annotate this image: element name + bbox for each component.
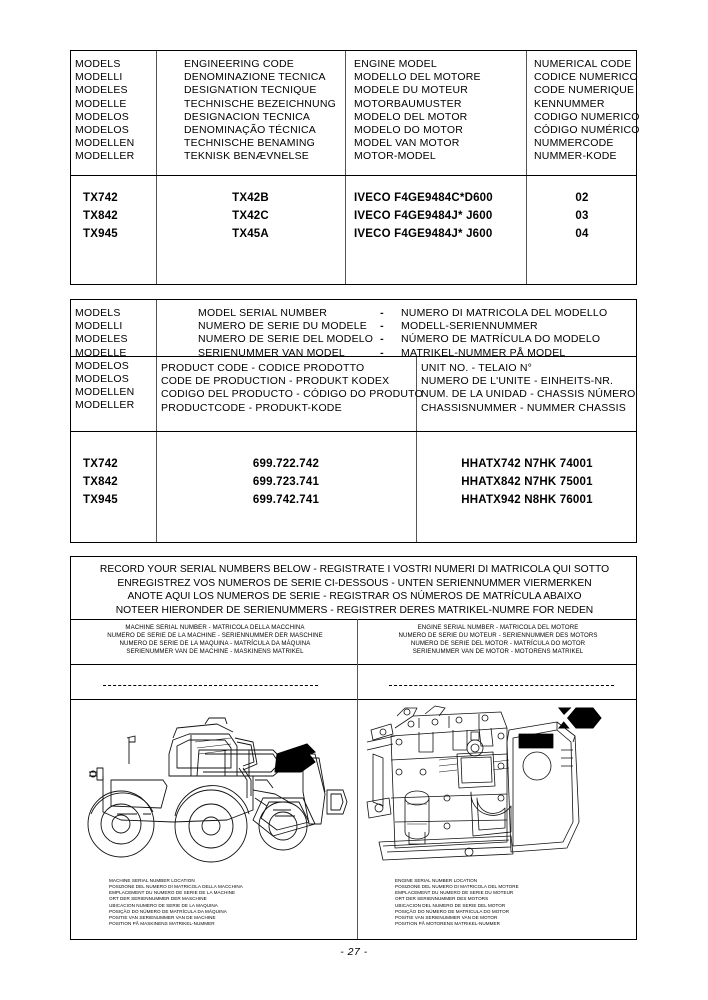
table2-header-dashes: - - - -	[380, 307, 384, 359]
table1-header-rule	[71, 175, 636, 176]
serial-number-table	[70, 299, 637, 543]
table2-data-product-code: 699.722.742 699.723.741 699.742.741	[252, 458, 320, 506]
engine-serial-location-caption: ENGINE SERIAL NUMBER LOCATION POSIZIONE DEL NUMERO DI MATRICOLA DEL MOTORE EMPLACEMENT DU NUMERO DE SERIE DU MOTEUR ORT DER SERIENNUMMER DES MOTORS UBICACION DEL NUMERO DE SERIE DEL MOTOR POSIÇÃO DO NÚMERO DE MATRICULA DO MOTOR POSITIE VAN SERIENUMMER VAN DE MOTOR POSITION PÅ MOTORENS MATRIKEL-NUMMER	[395, 878, 519, 927]
table1-divider-1	[156, 51, 157, 284]
table1-data-models: TX742 TX842 TX945	[83, 192, 118, 240]
serial-plate-arrow-marker	[559, 706, 601, 730]
page-number: - 27 -	[340, 946, 368, 958]
models-engine-table	[70, 50, 640, 285]
engine-illustration	[361, 702, 636, 874]
machine-serial-labels: MACHINE SERIAL NUMBER - MATRICOLA DELLA MACCHINA NUMERO DE SERIE DE LA MACHINE - SERIENNUMMER DER MASCHINE NUMERO DE SERIE DE LA MAQUINA - MATRÍCULA DA MÁQUINA SERIENUMMER VAN DE MACHINE - MASKINENS MATRIKEL	[107, 624, 323, 656]
record-rule-under-labels	[71, 664, 636, 665]
record-rule-above-figures	[71, 699, 636, 700]
engine-serial-labels: ENGINE SERIAL NUMBER - MATRICOLA DEL MOTORE NUMERO DE SERIE DU MOTEUR - SERIENNUMMER DES MOTORS NUMERO DE SERIE DEL MOTOR - MATRÍCULA DO MOTOR SERIENUMMER VAN DE MOTOR - MOTORENS MATRIKEL	[398, 624, 598, 656]
table1-data-numerical-code: 02 03 04	[575, 192, 589, 240]
table1-header-numerical-code: NUMERICAL CODE CODICE NUMERICO CODE NUMERIQUE KENNUMMER CODIGO NUMERICO CÓDIGO NUMÉRICO NUMMERCODE NUMMER-KODE	[534, 58, 640, 163]
table1-data-engineering-code: TX42B TX42C TX45A	[232, 192, 269, 240]
table1-divider-3	[526, 51, 527, 284]
table1-header-models: MODELS MODELLI MODELES MODELLE MODELOS MODELOS MODELLEN MODELLER	[75, 58, 135, 163]
table2-data-unit-no: HHATX742 N7HK 74001 HHATX842 N7HK 75001 HHATX942 N8HK 76001	[461, 458, 593, 506]
record-center-divider	[357, 619, 358, 939]
table2-data-models: TX742 TX842 TX945	[83, 458, 118, 506]
record-instructions: RECORD YOUR SERIAL NUMBERS BELOW - REGISTRATE I VOSTRI NUMERI DI MATRICOLA QUI SOTTO ENREGISTREZ VOS NUMEROS DE SERIE CI-DESSOUS - UNTEN SERIENNUMMER VIERMERKEN ANOTE AQUI LOS NUMEROS DE SERIE - REGISTRAR OS NÚMEROS DE MATRÍCULA ABAIXO NOTEER HIERONDER DE SERIENUMMERS - REGISTRER DERES MATRIKEL-NUMRE FOR NEDEN	[99, 564, 610, 616]
record-rule-top	[71, 619, 636, 620]
engine-serial-writein-line[interactable]	[389, 685, 614, 686]
table1-header-engine-model: ENGINE MODEL MODELLO DEL MOTORE MODELE DU MOTEUR MOTORBAUMUSTER MODELO DEL MOTOR MODELO DO MOTOR MODEL VAN MOTOR MOTOR-MODEL	[354, 58, 481, 163]
table2-header-model-serial-right: NUMERO DI MATRICOLA DEL MODELLO MODELL-SERIENNUMMER NÚMERO DE MATRÍCULA DO MODELO MATRIKEL-NUMMER PÅ MODEL	[401, 307, 608, 359]
telehandler-drawing	[77, 702, 355, 874]
table1-header-engineering-code: ENGINEERING CODE DENOMINAZIONE TECNICA DESIGNATION TECNIQUE TECHNISCHE BEZEICHNUNG DESIGNACION TECNICA DENOMINAÇÃO TÉCNICA TECHNISCHE BENAMING TEKNISK BENÆVNELSE	[184, 58, 336, 163]
machine-illustration	[77, 702, 355, 874]
engine-drawing	[361, 702, 636, 874]
record-serial-numbers-block	[70, 556, 637, 940]
table2-rule-data	[71, 431, 636, 432]
table1-data-engine-model: IVECO F4GE9484C*D600 IVECO F4GE9484J* J600 IVECO F4GE9484J* J600	[354, 192, 493, 240]
machine-serial-location-caption: MACHINE SERIAL NUMBER LOCATION POSIZIONE DEL NUMERO DI MATRICOLA DELLA MACCHINA EMPLACEMENT DU NUMERO DE SERIE DE LA MACHINE ORT DER SERIENNUMMER DER MASCHINE UBICACION NUMERO DE SERIE DE LA MAQUINA POSIÇÃO DO NÚMERO DE MATRÍCULA DA MÁQUINA POSITIE VAN SERIENUMMER VAN DE MACHINE POSITION PÅ MASKINENS MATRIKEL-NUMMER	[109, 878, 243, 927]
table2-header-model-serial-left: MODEL SERIAL NUMBER NUMERO DE SERIE DU MODELE NUMERO DE SERIE DEL MODELO SERIENUMMER VAN MODEL	[198, 307, 374, 359]
table2-divider-mid-lower	[416, 356, 417, 542]
machine-serial-writein-line[interactable]	[103, 685, 318, 686]
table2-header-unit-no: UNIT NO. - TELAIO N° NUMERO DE L'UNITE - EINHEITS-NR. NUM. DE LA UNIDAD - CHASSIS NÚMERO CHASSISNUMMER - NUMMER CHASSIS	[421, 362, 636, 414]
serial-plate-arrow-marker	[275, 744, 315, 772]
table2-header-product-code: PRODUCT CODE - CODICE PRODOTTO CODE DE PRODUCTION - PRODUKT KODEX CODIGO DEL PRODUCTO - CÓDIGO DO PRODUTO PRODUCTCODE - PRODUKT-KODE	[161, 362, 423, 414]
table2-header-models: MODELS MODELLI MODELES MODELLE MODELOS MODELOS MODELLEN MODELLER	[75, 307, 135, 412]
